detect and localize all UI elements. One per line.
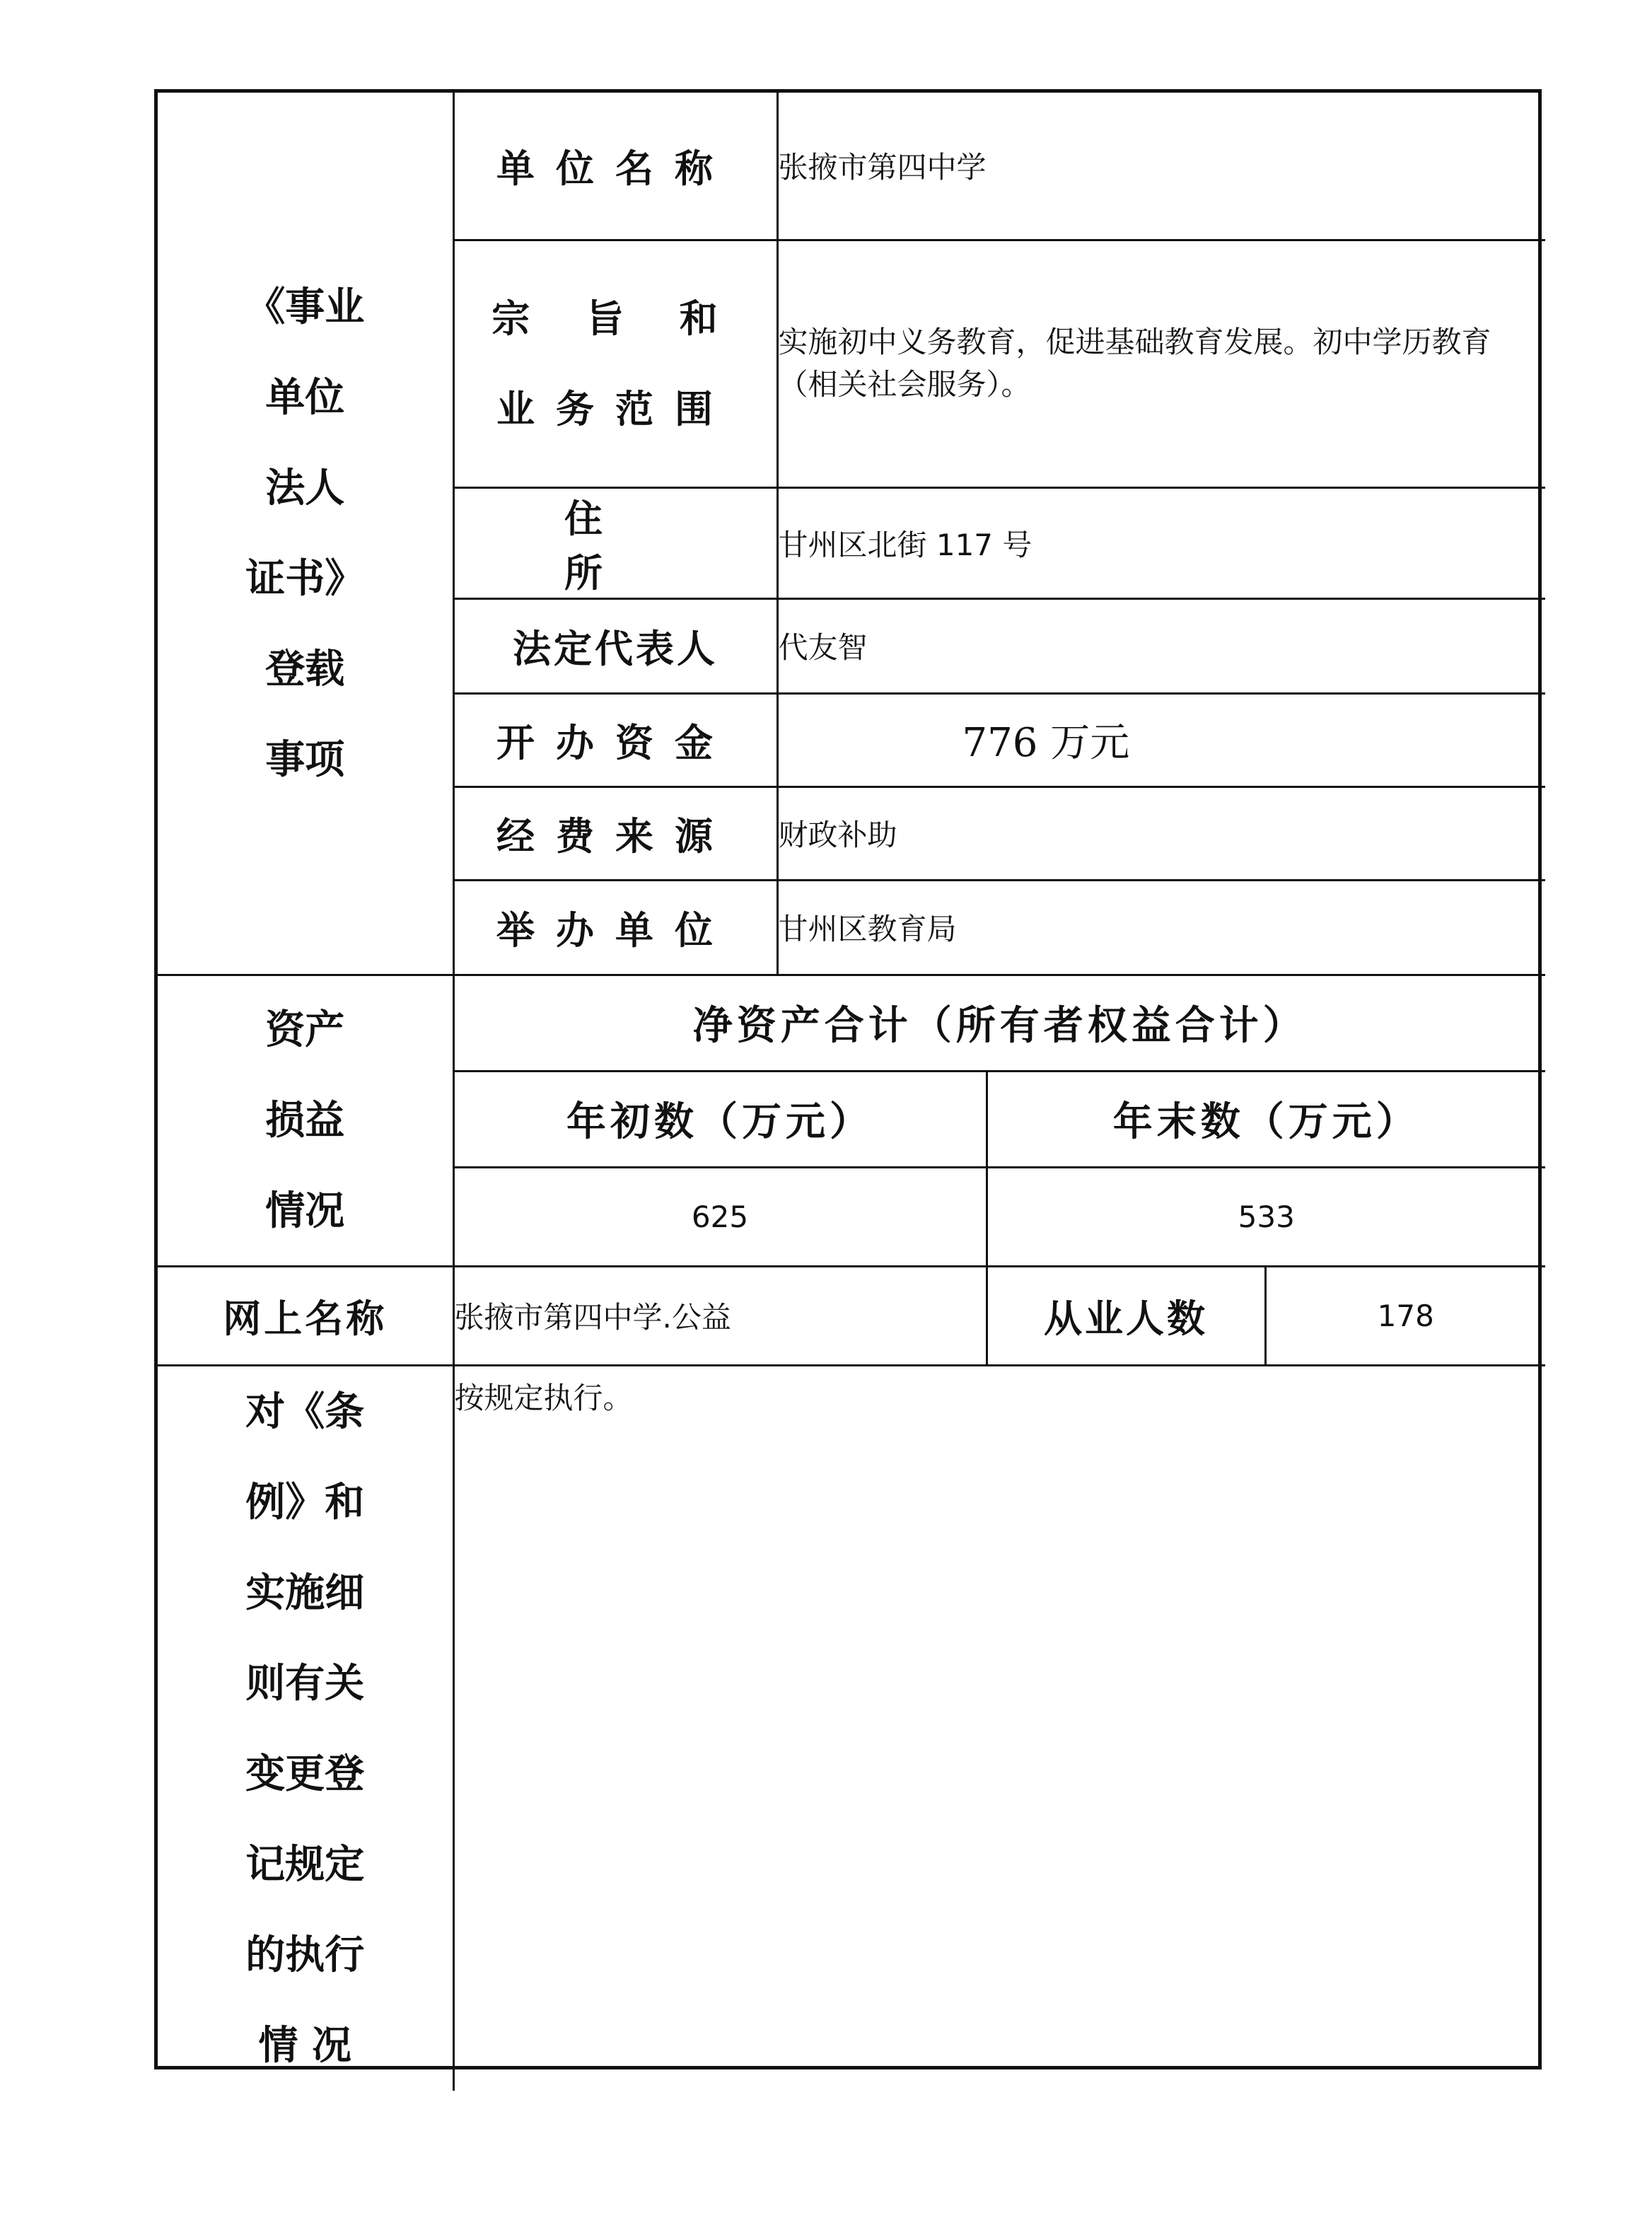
compliance-label-line: 变更登 bbox=[245, 1750, 365, 1797]
address-value: 甘州区北街 117 号 bbox=[777, 487, 1545, 598]
assets-label-line: 资产 bbox=[265, 1006, 345, 1053]
registration-label-line: 事项 bbox=[265, 736, 345, 783]
online-name-value: 张掖市第四中学.公益 bbox=[453, 1266, 987, 1365]
end-of-year-value: 533 bbox=[987, 1167, 1545, 1266]
compliance-label-line: 记规定 bbox=[245, 1840, 365, 1888]
address-label: 住 所 bbox=[453, 487, 777, 598]
funding-source-value: 财政补助 bbox=[777, 786, 1545, 880]
legal-rep-value: 代友智 bbox=[777, 598, 1545, 693]
staff-count-value: 178 bbox=[1265, 1266, 1545, 1365]
legal-rep-label: 法定代表人 bbox=[453, 598, 777, 693]
registration-form bbox=[154, 89, 1542, 2069]
online-name-label: 网上名称 bbox=[158, 1266, 453, 1365]
assets-block-label bbox=[158, 975, 453, 1266]
end-of-year-label: 年末数（万元） bbox=[987, 1071, 1545, 1167]
net-assets-header: 净资产合计（所有者权益合计） bbox=[453, 975, 1545, 1071]
sponsor-value: 甘州区教育局 bbox=[777, 880, 1545, 975]
row-online-name bbox=[158, 1266, 1545, 1365]
compliance-label-line: 的执行 bbox=[245, 1931, 365, 1978]
form-table bbox=[158, 93, 1545, 2091]
registration-label-line: 登载 bbox=[265, 645, 345, 692]
unit-name-value: 张掖市第四中学 bbox=[777, 93, 1545, 240]
assets-label-line: 情况 bbox=[265, 1188, 345, 1234]
purpose-label-line: 宗 旨 和 bbox=[491, 296, 739, 341]
sponsor-label: 举办单位 bbox=[453, 880, 777, 975]
assets-label-line: 损益 bbox=[265, 1097, 345, 1144]
staff-count-label: 从业人数 bbox=[987, 1266, 1265, 1365]
compliance-label-line: 例》和 bbox=[245, 1478, 365, 1526]
registration-label-line: 证书》 bbox=[245, 554, 365, 602]
purpose-value: 实施初中义务教育，促进基础教育发展。初中学历教育（相关社会服务）。 bbox=[777, 240, 1545, 487]
unit-name-label: 单位名称 bbox=[453, 93, 777, 240]
capital-value: 776 万元 bbox=[777, 693, 1545, 786]
row-unit-name bbox=[158, 93, 1545, 240]
registration-label-line: 《事业 bbox=[245, 283, 365, 330]
row-compliance bbox=[158, 1365, 1545, 2091]
funding-source-label: 经费来源 bbox=[453, 786, 777, 880]
purpose-label bbox=[453, 240, 777, 487]
compliance-value: 按规定执行。 bbox=[453, 1365, 1545, 2091]
registration-label-line: 法人 bbox=[265, 464, 345, 511]
start-of-year-label: 年初数（万元） bbox=[453, 1071, 987, 1167]
compliance-block-label bbox=[158, 1365, 453, 2091]
purpose-label-line: 业务范围 bbox=[496, 386, 734, 431]
registration-block-label bbox=[158, 93, 453, 975]
compliance-label-line: 对《条 bbox=[245, 1388, 365, 1435]
compliance-label-line: 实施细 bbox=[245, 1569, 365, 1616]
start-of-year-value: 625 bbox=[453, 1167, 987, 1266]
row-net-assets-header bbox=[158, 975, 1545, 1071]
capital-label: 开办资金 bbox=[453, 693, 777, 786]
registration-label-line: 单位 bbox=[265, 373, 345, 421]
compliance-label-line: 情 况 bbox=[258, 2021, 351, 2069]
compliance-label-line: 则有关 bbox=[245, 1659, 365, 1707]
